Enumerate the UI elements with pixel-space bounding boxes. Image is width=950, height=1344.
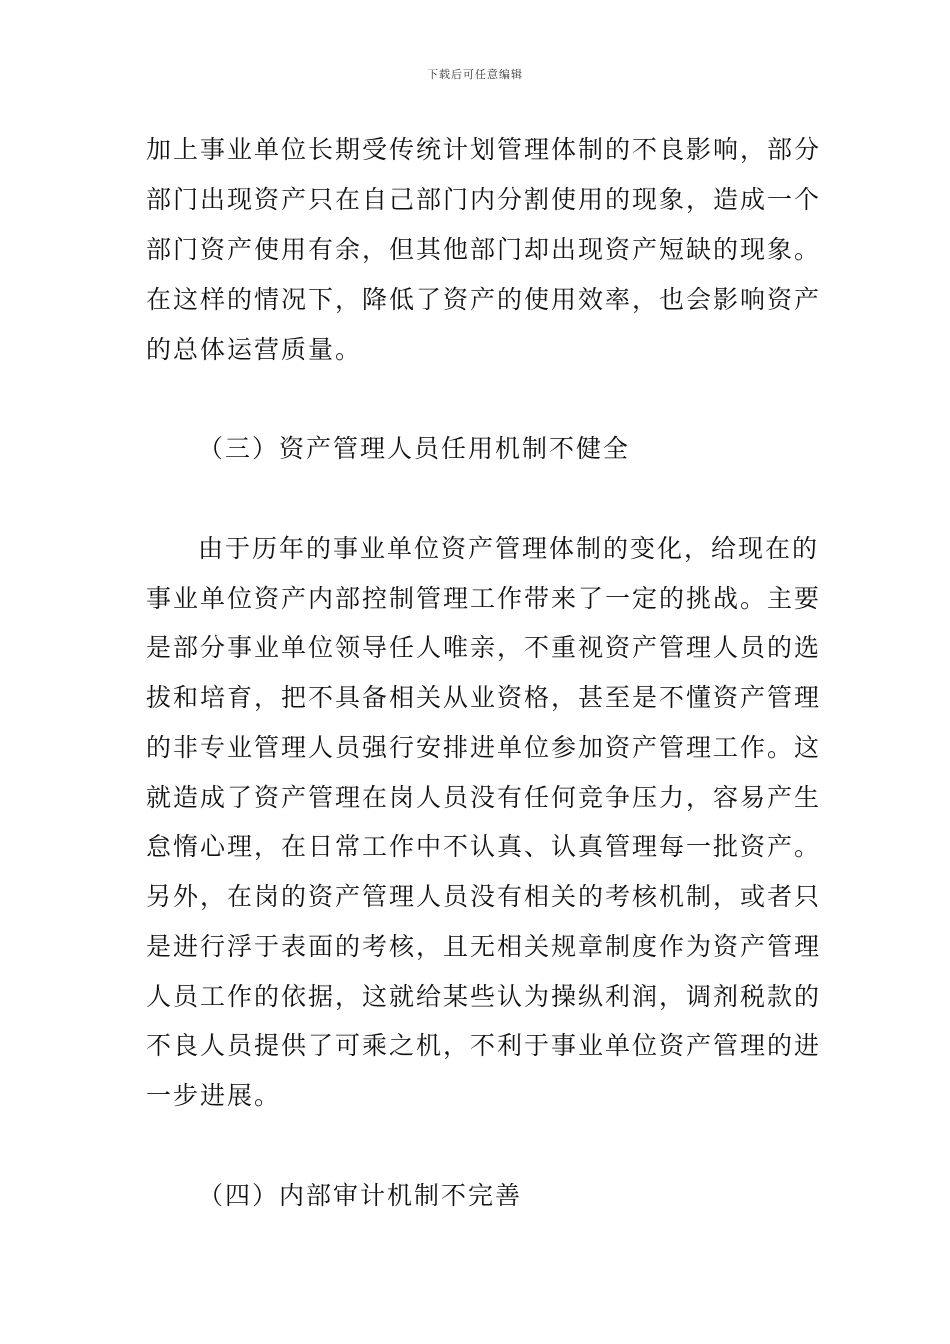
section-heading-4: （四）内部审计机制不完善 <box>198 1181 523 1210</box>
page-header-note: 下载后可任意编辑 <box>427 68 523 81</box>
paragraph-line: 在这样的情况下，降低了资产的使用效率，也会影响资产 <box>146 285 822 314</box>
paragraph-line: 事业单位资产内部控制管理工作带来了一定的挑战。主要 <box>146 584 822 613</box>
paragraph-line: 拔和培育，把不具备相关从业资格，甚至是不懂资产管理 <box>146 683 822 712</box>
paragraph-line: 的非专业管理人员强行安排进单位参加资产管理工作。这 <box>146 733 822 762</box>
paragraph-line: 加上事业单位长期受传统计划管理体制的不良影响，部分 <box>146 135 822 164</box>
paragraph-line: 一步进展。 <box>146 1081 282 1110</box>
paragraph-line: 不良人员提供了可乘之机，不利于事业单位资产管理的进 <box>146 1031 822 1060</box>
paragraph-line: 就造成了资产管理在岗人员没有任何竞争压力，容易产生 <box>146 783 822 812</box>
paragraph-line: 是进行浮于表面的考核，且无相关规章制度作为资产管理 <box>146 932 822 961</box>
paragraph-line: 人员工作的依据，这就给某些认为操纵利润，调剂税款的 <box>146 982 822 1011</box>
paragraph-line: 怠惰心理，在日常工作中不认真、认真管理每一批资产。 <box>146 832 822 861</box>
paragraph-line: 部门资产使用有余，但其他部门却出现资产短缺的现象。 <box>146 235 822 264</box>
paragraph-line: 由于历年的事业单位资产管理体制的变化，给现在的 <box>198 534 820 563</box>
section-heading-3: （三）资产管理人员任用机制不健全 <box>198 434 631 463</box>
paragraph-line: 的总体运营质量。 <box>146 335 363 364</box>
paragraph-line: 另外，在岗的资产管理人员没有相关的考核机制，或者只 <box>146 882 822 911</box>
paragraph-line: 部门出现资产只在自己部门内分割使用的现象，造成一个 <box>146 185 822 214</box>
paragraph-line: 是部分事业单位领导任人唯亲，不重视资产管理人员的选 <box>146 633 822 662</box>
